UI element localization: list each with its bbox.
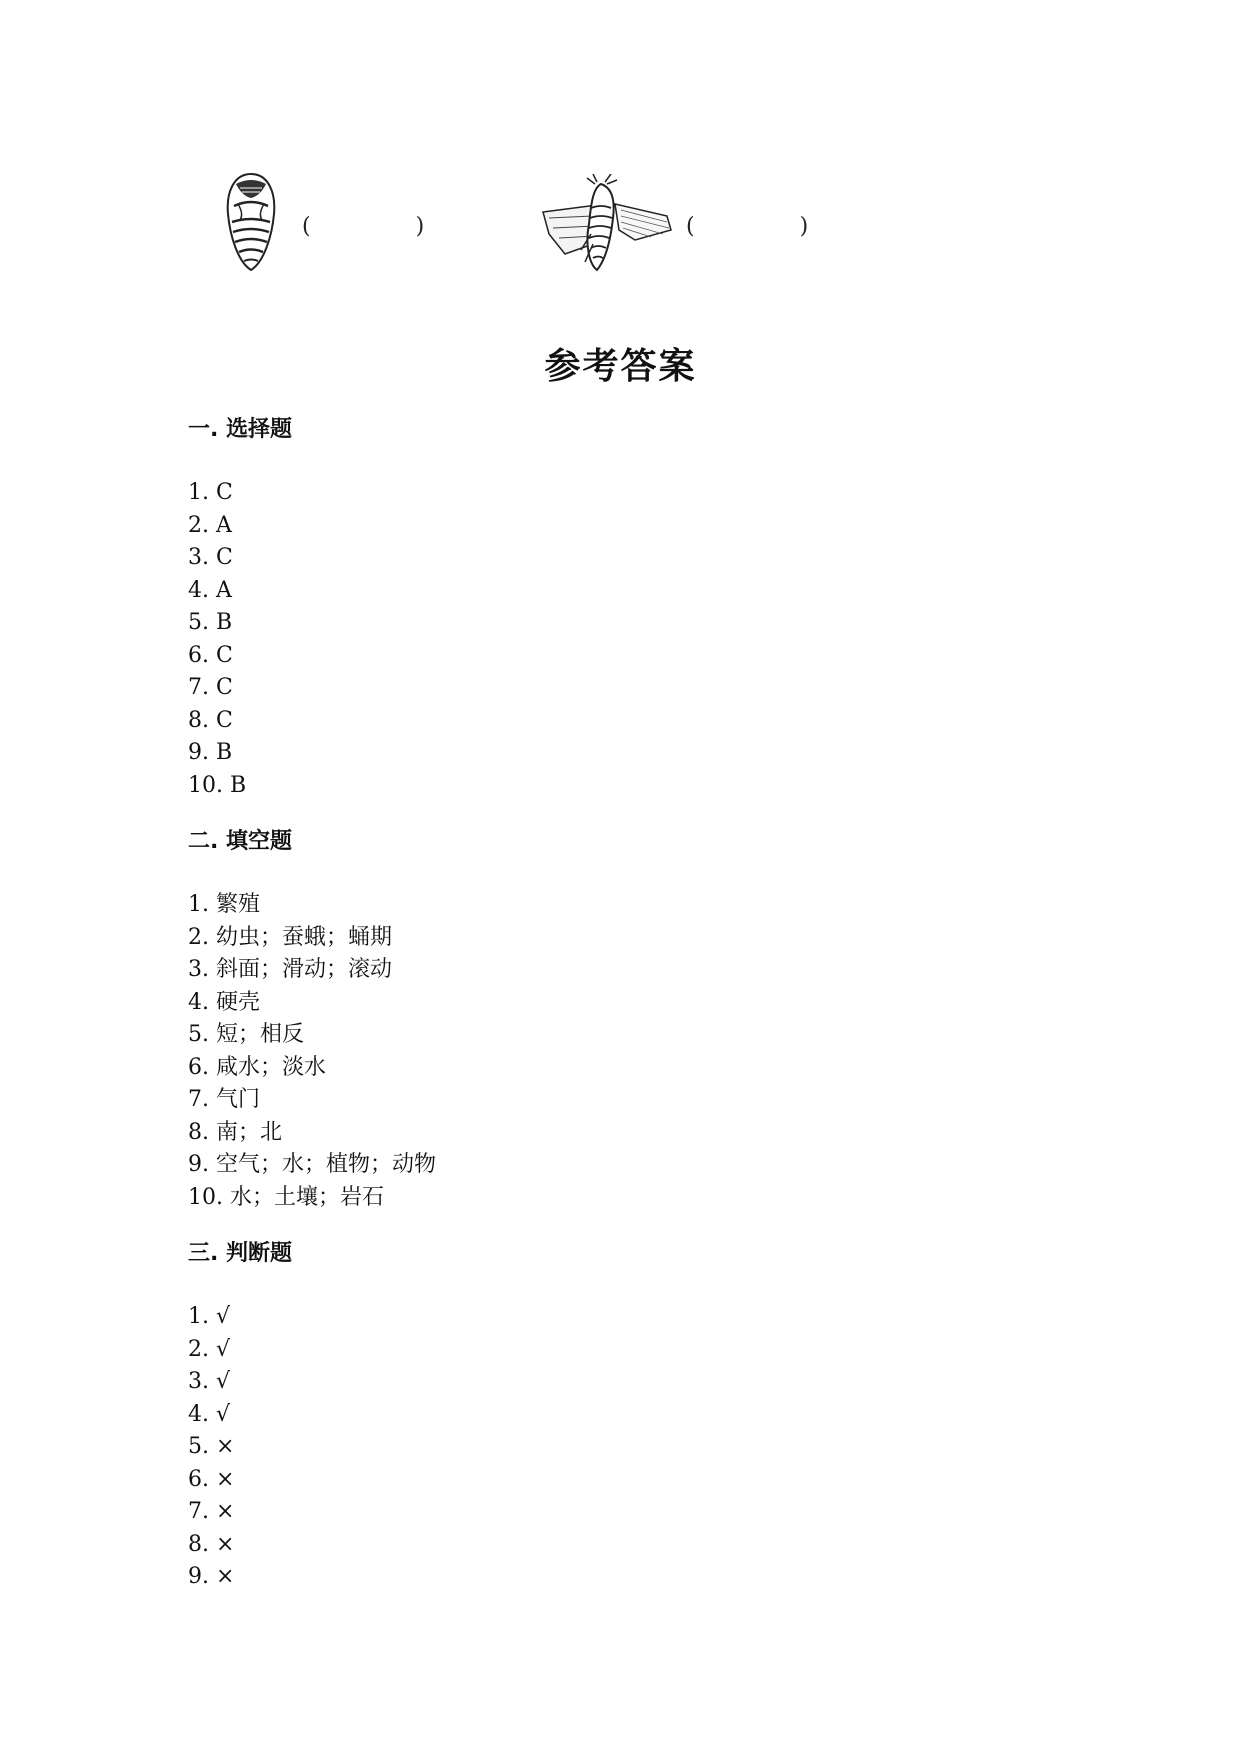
- answer-item: 4. √: [188, 1401, 231, 1427]
- answer-item: 4. 硬壳: [188, 989, 260, 1015]
- answer-item: 4. A: [188, 577, 232, 603]
- answer-item: 5. ×: [188, 1434, 235, 1459]
- multiple-choice-section: [188, 415, 292, 802]
- answer-item: 7. C: [188, 675, 233, 700]
- fill-in-blank-section: [188, 827, 436, 1214]
- answer-item: 3. √: [188, 1369, 231, 1394]
- answer-key-title: 参考答案: [544, 346, 697, 387]
- answer-item: 1. 繁殖: [188, 892, 260, 917]
- answer-item: 8. C: [188, 707, 233, 733]
- answer-item: 9. ×: [188, 1564, 235, 1589]
- answer-item: 8. ×: [188, 1531, 235, 1557]
- answer-item: 3. 斜面；滑动；滚动: [188, 957, 392, 982]
- answer-item: 7. 气门: [188, 1087, 260, 1112]
- answer-blank-1: [302, 214, 424, 239]
- blank-open-paren: (: [302, 214, 311, 239]
- answer-item: 6. 咸水；淡水: [188, 1054, 326, 1080]
- answer-item: 6. ×: [188, 1466, 235, 1492]
- answer-item: 6. C: [188, 642, 233, 668]
- answer-item: 2. 幼虫；蚕蛾；蛹期: [188, 924, 392, 950]
- answer-item: 9. 空气；水；植物；动物: [188, 1152, 436, 1177]
- answer-item: 10. B: [188, 772, 247, 798]
- blank-close-paren: ): [415, 214, 425, 239]
- answer-item: 9. B: [188, 740, 233, 765]
- section-heading: 一. 选择题: [188, 417, 293, 442]
- true-false-section: [188, 1239, 292, 1594]
- answer-item: 2. √: [188, 1336, 231, 1362]
- answer-item: 1. √: [188, 1304, 231, 1329]
- answer-item: 5. B: [188, 610, 233, 635]
- blank-close-paren: ): [799, 214, 809, 239]
- section-heading: 三. 判断题: [188, 1241, 293, 1266]
- silkworm-pupa-icon: [220, 170, 282, 274]
- answer-blank-2: [686, 214, 808, 239]
- answer-list: [188, 889, 436, 1214]
- answer-list: [188, 1301, 292, 1594]
- figure-row: [200, 150, 900, 280]
- answer-item: 2. A: [188, 512, 232, 538]
- answer-item: 3. C: [188, 545, 233, 570]
- answer-item: 5. 短；相反: [188, 1022, 304, 1047]
- answer-item: 8. 南；北: [188, 1119, 282, 1145]
- answer-list: [188, 477, 292, 802]
- silkworm-moth-icon: [535, 174, 675, 274]
- answer-item: 10. 水；土壤；岩石: [188, 1184, 384, 1210]
- answer-item: 1. C: [188, 480, 233, 505]
- answer-item: 7. ×: [188, 1499, 235, 1524]
- section-heading: 二. 填空题: [188, 829, 293, 854]
- blank-open-paren: (: [686, 214, 695, 239]
